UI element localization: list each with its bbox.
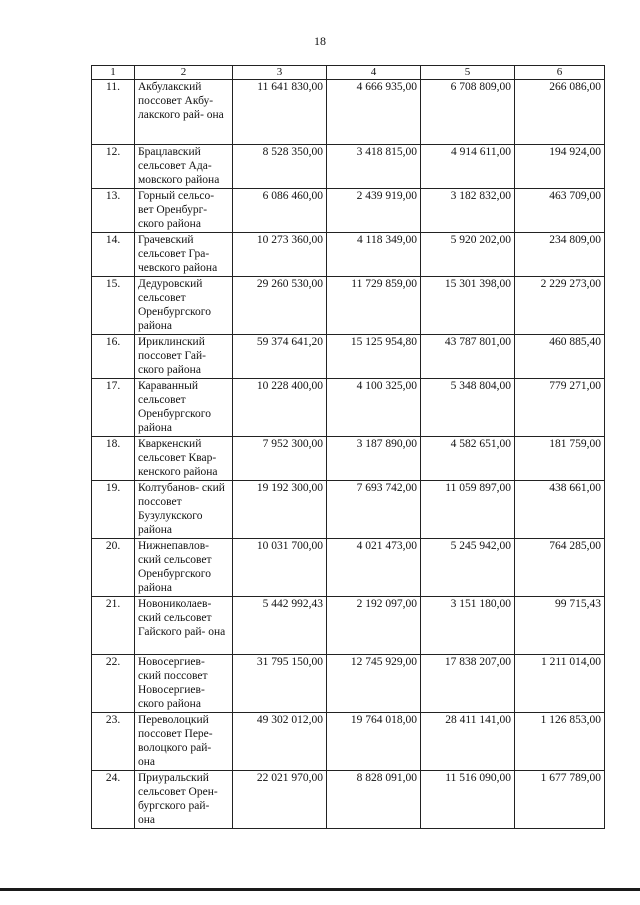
amount-col5: 3 151 180,00 bbox=[421, 597, 515, 655]
amount-col4: 4 118 349,00 bbox=[327, 233, 421, 277]
amount-col6: 266 086,00 bbox=[515, 80, 605, 145]
amount-col5: 43 787 801,00 bbox=[421, 335, 515, 379]
settlement-name: Новосергиев- ский поссовет Новосергиев- ского района bbox=[135, 655, 233, 713]
row-number: 18. bbox=[92, 437, 135, 481]
amount-col5: 11 516 090,00 bbox=[421, 771, 515, 829]
amount-col3: 49 302 012,00 bbox=[233, 713, 327, 771]
amount-col3: 7 952 300,00 bbox=[233, 437, 327, 481]
table-row bbox=[92, 771, 605, 829]
page-number: 18 bbox=[314, 34, 326, 48]
settlement-name: Переволоцкий поссовет Пере- волоцкого рай- она bbox=[135, 713, 233, 771]
amount-col3: 11 641 830,00 bbox=[233, 80, 327, 145]
table-row bbox=[92, 379, 605, 437]
row-number: 21. bbox=[92, 597, 135, 655]
row-number: 17. bbox=[92, 379, 135, 437]
table-row bbox=[92, 539, 605, 597]
table-row bbox=[92, 277, 605, 335]
row-number: 12. bbox=[92, 145, 135, 189]
amount-col4: 11 729 859,00 bbox=[327, 277, 421, 335]
amount-col4: 4 100 325,00 bbox=[327, 379, 421, 437]
row-number: 14. bbox=[92, 233, 135, 277]
column-header: 6 bbox=[515, 66, 605, 80]
amount-col3: 59 374 641,20 bbox=[233, 335, 327, 379]
budget-table bbox=[91, 65, 605, 829]
row-number: 11. bbox=[92, 80, 135, 145]
table-row bbox=[92, 655, 605, 713]
table-body bbox=[92, 66, 605, 829]
amount-col5: 28 411 141,00 bbox=[421, 713, 515, 771]
amount-col5: 5 245 942,00 bbox=[421, 539, 515, 597]
amount-col3: 8 528 350,00 bbox=[233, 145, 327, 189]
amount-col3: 5 442 992,43 bbox=[233, 597, 327, 655]
settlement-name: Горный сельсо- вет Оренбург- ского района bbox=[135, 189, 233, 233]
row-number: 15. bbox=[92, 277, 135, 335]
amount-col3: 19 192 300,00 bbox=[233, 481, 327, 539]
table-row bbox=[92, 189, 605, 233]
amount-col6: 1 211 014,00 bbox=[515, 655, 605, 713]
row-number: 24. bbox=[92, 771, 135, 829]
amount-col3: 6 086 460,00 bbox=[233, 189, 327, 233]
settlement-name: Ириклинский поссовет Гай- ского района bbox=[135, 335, 233, 379]
settlement-name: Акбулакский поссовет Акбу- лакского рай- она bbox=[135, 80, 233, 145]
amount-col5: 6 708 809,00 bbox=[421, 80, 515, 145]
amount-col4: 12 745 929,00 bbox=[327, 655, 421, 713]
amount-col6: 463 709,00 bbox=[515, 189, 605, 233]
amount-col5: 11 059 897,00 bbox=[421, 481, 515, 539]
amount-col6: 181 759,00 bbox=[515, 437, 605, 481]
amount-col3: 29 260 530,00 bbox=[233, 277, 327, 335]
amount-col6: 194 924,00 bbox=[515, 145, 605, 189]
amount-col3: 10 031 700,00 bbox=[233, 539, 327, 597]
amount-col6: 438 661,00 bbox=[515, 481, 605, 539]
settlement-name: Дедуровский сельсовет Оренбургского района bbox=[135, 277, 233, 335]
settlement-name: Новониколаев- ский сельсовет Гайского рай- она bbox=[135, 597, 233, 655]
settlement-name: Грачевский сельсовет Гра- чевского района bbox=[135, 233, 233, 277]
row-number: 20. bbox=[92, 539, 135, 597]
column-header: 1 bbox=[92, 66, 135, 80]
row-number: 23. bbox=[92, 713, 135, 771]
table-row bbox=[92, 597, 605, 655]
amount-col5: 5 920 202,00 bbox=[421, 233, 515, 277]
amount-col3: 22 021 970,00 bbox=[233, 771, 327, 829]
amount-col4: 2 439 919,00 bbox=[327, 189, 421, 233]
settlement-name: Приуральский сельсовет Орен- бургского рай- она bbox=[135, 771, 233, 829]
bottom-rule bbox=[0, 888, 640, 891]
amount-col6: 234 809,00 bbox=[515, 233, 605, 277]
amount-col6: 460 885,40 bbox=[515, 335, 605, 379]
amount-col4: 8 828 091,00 bbox=[327, 771, 421, 829]
amount-col5: 5 348 804,00 bbox=[421, 379, 515, 437]
table-row bbox=[92, 145, 605, 189]
amount-col4: 4 666 935,00 bbox=[327, 80, 421, 145]
amount-col3: 10 228 400,00 bbox=[233, 379, 327, 437]
row-number: 22. bbox=[92, 655, 135, 713]
table-header-row bbox=[92, 66, 605, 80]
amount-col6: 1 677 789,00 bbox=[515, 771, 605, 829]
table-row bbox=[92, 713, 605, 771]
amount-col5: 15 301 398,00 bbox=[421, 277, 515, 335]
settlement-name: Кваркенский сельсовет Квар- кенского района bbox=[135, 437, 233, 481]
column-header: 5 bbox=[421, 66, 515, 80]
table-row bbox=[92, 481, 605, 539]
amount-col6: 2 229 273,00 bbox=[515, 277, 605, 335]
amount-col4: 2 192 097,00 bbox=[327, 597, 421, 655]
amount-col6: 764 285,00 bbox=[515, 539, 605, 597]
amount-col6: 1 126 853,00 bbox=[515, 713, 605, 771]
amount-col3: 10 273 360,00 bbox=[233, 233, 327, 277]
column-header: 2 bbox=[135, 66, 233, 80]
amount-col6: 99 715,43 bbox=[515, 597, 605, 655]
amount-col5: 4 914 611,00 bbox=[421, 145, 515, 189]
table-row bbox=[92, 80, 605, 145]
table-row bbox=[92, 233, 605, 277]
amount-col4: 4 021 473,00 bbox=[327, 539, 421, 597]
column-header: 3 bbox=[233, 66, 327, 80]
amount-col4: 3 418 815,00 bbox=[327, 145, 421, 189]
amount-col5: 4 582 651,00 bbox=[421, 437, 515, 481]
amount-col5: 17 838 207,00 bbox=[421, 655, 515, 713]
settlement-name: Караванный сельсовет Оренбургского района bbox=[135, 379, 233, 437]
row-number: 16. bbox=[92, 335, 135, 379]
amount-col4: 3 187 890,00 bbox=[327, 437, 421, 481]
table-row bbox=[92, 335, 605, 379]
amount-col4: 19 764 018,00 bbox=[327, 713, 421, 771]
row-number: 19. bbox=[92, 481, 135, 539]
amount-col4: 15 125 954,80 bbox=[327, 335, 421, 379]
table-row bbox=[92, 437, 605, 481]
amount-col5: 3 182 832,00 bbox=[421, 189, 515, 233]
amount-col6: 779 271,00 bbox=[515, 379, 605, 437]
settlement-name: Брацлавский сельсовет Ада- мовского района bbox=[135, 145, 233, 189]
column-header: 4 bbox=[327, 66, 421, 80]
row-number: 13. bbox=[92, 189, 135, 233]
amount-col3: 31 795 150,00 bbox=[233, 655, 327, 713]
settlement-name: Нижнепавлов- ский сельсовет Оренбургского района bbox=[135, 539, 233, 597]
settlement-name: Колтубанов- ский поссовет Бузулукского района bbox=[135, 481, 233, 539]
amount-col4: 7 693 742,00 bbox=[327, 481, 421, 539]
